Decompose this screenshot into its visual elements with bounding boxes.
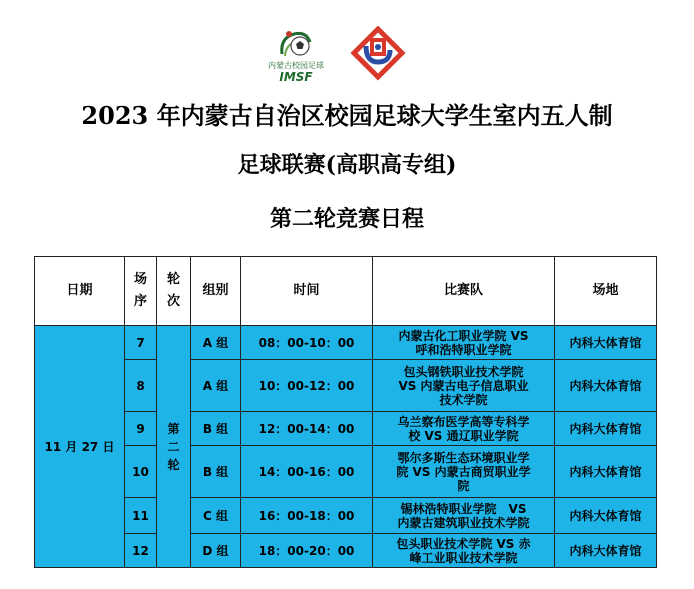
time-cell: 12：00-14：00: [241, 412, 373, 446]
header-round-line: 次: [166, 294, 180, 309]
venue-cell: 内科大体育馆: [555, 412, 657, 446]
teams-line: 技术学院: [439, 392, 488, 407]
table-row: [35, 326, 657, 360]
time-cell: 08：00-10：00: [241, 326, 373, 360]
time-cell: 16：00-18：00: [241, 498, 373, 534]
header-group: 组别: [191, 257, 241, 326]
page-subtitle: 第二轮竞赛日程: [269, 206, 424, 232]
round-char: 二: [167, 439, 180, 454]
round-cell: [157, 326, 191, 568]
group-cell: C 组: [191, 498, 241, 534]
order-cell: 7: [125, 326, 157, 360]
round-char: 第: [167, 421, 180, 436]
teams-cell: [373, 534, 555, 568]
teams-line: 院 VS 内蒙古商贸职业学: [396, 464, 531, 479]
date-cell: 11 月 27 日: [35, 326, 125, 568]
page-title-line1: 2023 年内蒙古自治区校园足球大学生室内五人制: [81, 101, 613, 130]
header-round-line: 轮: [166, 272, 180, 287]
teams-line: VS 内蒙古电子信息职业: [398, 378, 529, 393]
venue-cell: 内科大体育馆: [555, 326, 657, 360]
logo-english-text: IMSF: [279, 70, 313, 84]
group-cell: B 组: [191, 446, 241, 498]
order-cell: 8: [125, 360, 157, 412]
table-row: [35, 446, 657, 498]
teams-line: 内蒙古建筑职业技术学院: [397, 515, 530, 530]
page-title-line2: 足球联赛(高职高专组): [237, 152, 457, 178]
schedule-table: [34, 256, 657, 568]
teams-cell: [373, 412, 555, 446]
venue-cell: 内科大体育馆: [555, 534, 657, 568]
order-cell: 10: [125, 446, 157, 498]
table-header-row: [35, 257, 657, 326]
teams-line: 包头钢铁职业技术学院: [403, 364, 524, 379]
logo-area: [0, 26, 694, 88]
teams-line: 鄂尔多斯生态环境职业学: [397, 450, 530, 465]
header-time: 时间: [241, 257, 373, 326]
group-cell: A 组: [191, 326, 241, 360]
header-order-line: 序: [133, 294, 147, 309]
teams-line: 院: [457, 478, 470, 493]
order-cell: 12: [125, 534, 157, 568]
table-row: [35, 412, 657, 446]
venue-cell: 内科大体育馆: [555, 360, 657, 412]
header-date: 日期: [35, 257, 125, 326]
teams-cell: [373, 498, 555, 534]
header-venue: 场地: [555, 257, 657, 326]
imsf-logo: [256, 28, 336, 86]
order-cell: 9: [125, 412, 157, 446]
header-teams: 比赛队: [373, 257, 555, 326]
school-sports-emblem-icon: [350, 26, 406, 84]
teams-cell: [373, 360, 555, 412]
teams-line: 呼和浩特职业学院: [415, 342, 512, 357]
header-order-line: 场: [133, 272, 147, 287]
teams-cell: [373, 446, 555, 498]
time-cell: 14：00-16：00: [241, 446, 373, 498]
time-cell: 10：00-12：00: [241, 360, 373, 412]
order-cell: 11: [125, 498, 157, 534]
teams-line: 内蒙古化工职业学院 VS: [398, 328, 529, 343]
header-order: [125, 257, 157, 326]
group-cell: D 组: [191, 534, 241, 568]
group-cell: A 组: [191, 360, 241, 412]
table-row: [35, 534, 657, 568]
teams-cell: [373, 326, 555, 360]
teams-line: 乌兰察布医学高等专科学: [397, 414, 530, 429]
header-round: [157, 257, 191, 326]
teams-line: 峰工业职业技术学院: [409, 550, 518, 565]
teams-line: 包头职业技术学院 VS 赤: [396, 536, 531, 551]
table-row: [35, 360, 657, 412]
venue-cell: 内科大体育馆: [555, 446, 657, 498]
table-row: [35, 498, 657, 534]
venue-cell: 内科大体育馆: [555, 498, 657, 534]
soccer-ball-icon: [276, 28, 316, 60]
group-cell: B 组: [191, 412, 241, 446]
time-cell: 18：00-20：00: [241, 534, 373, 568]
teams-line: 锡林浩特职业学院 VS: [400, 501, 527, 516]
round-char: 轮: [167, 457, 180, 472]
logo-chinese-text: 内蒙古校园足球: [268, 61, 324, 70]
teams-line: 校 VS 通辽职业学院: [408, 428, 519, 443]
